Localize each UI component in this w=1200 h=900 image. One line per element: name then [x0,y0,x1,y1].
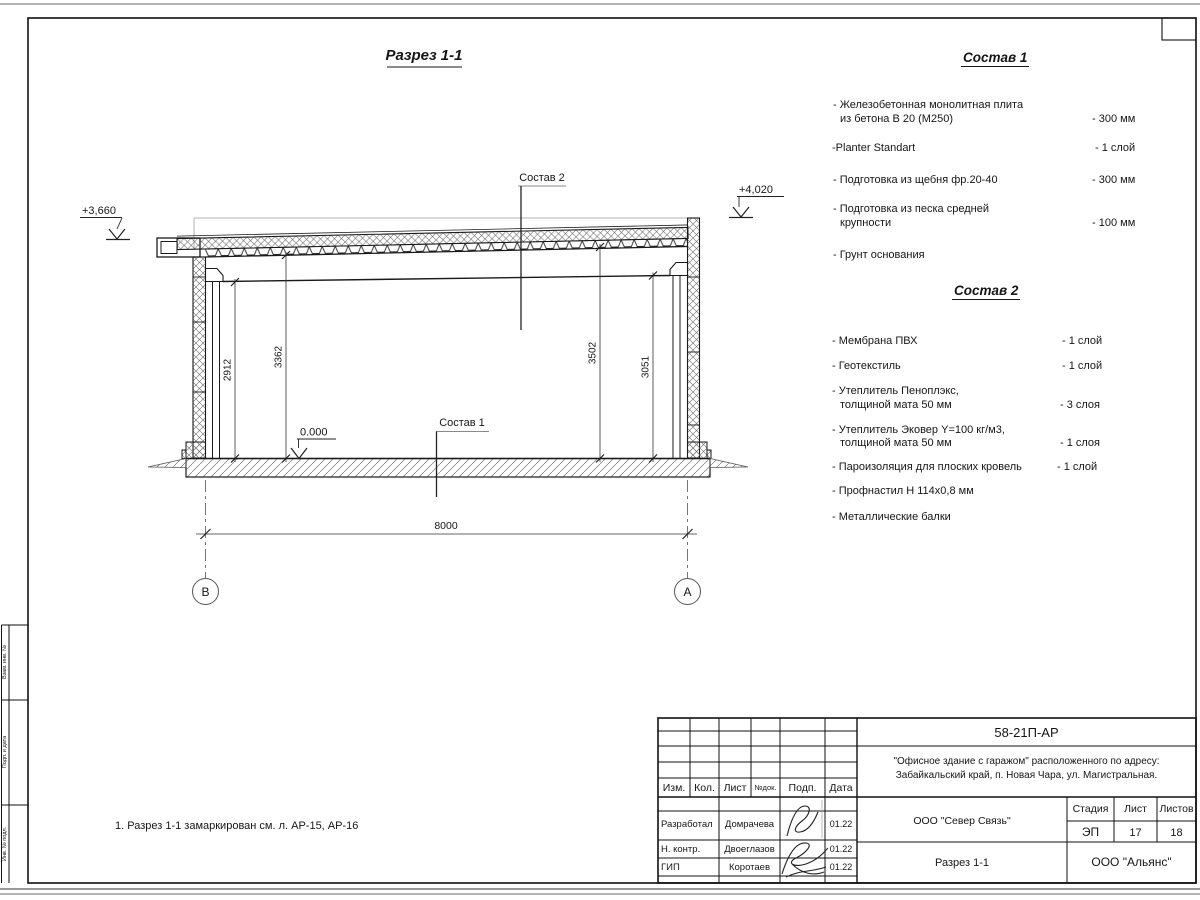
list-item: крупности [840,217,892,229]
row-name: Коротаев [728,862,771,873]
sheets-label: Листов [1159,803,1194,815]
list-item-value: - 1 слой [1095,142,1136,154]
dim-right-outer: 3051 [640,355,652,379]
floor-slab [148,459,748,478]
sheets-value: 18 [1170,827,1183,839]
elevation-symbol [291,448,307,459]
signature-gip [782,843,828,877]
grid-axes [193,480,701,605]
margin-label: Инв. № подл. [2,826,8,862]
sostav1-title: Состав 1 [963,50,1028,65]
margin-labels [2,645,8,861]
left-column-capital [206,269,224,282]
right-column-capital [670,263,688,276]
col-ndok: №док. [754,783,777,792]
org-name: ООО "Север Связь" [913,815,1011,827]
company-name: ООО "Альянс" [1091,855,1172,869]
row-date: 01.22 [829,844,853,854]
left-wall [193,257,206,458]
dim-left-outer: 3362 [273,345,285,369]
elevation-left-label: +3,660 [82,205,116,217]
list-item: толщиной мата 50 мм [840,399,952,411]
list-item: - Пароизоляция для плоских кровель [832,461,1022,473]
elevation-right-label: +4,020 [739,184,773,196]
signatures [782,800,828,877]
row-role: Н. контр. [661,844,701,855]
list-item: - Грунт основания [833,249,925,261]
dim-right-inner: 3502 [587,341,599,365]
list-item-value: - 1 слой [1062,335,1103,347]
callout-roof-label: Состав 2 [519,172,565,184]
callout-floor-label: Состав 1 [439,417,485,429]
col-data: Дата [829,782,853,794]
callout-floor [436,417,489,497]
margin-label: Взам. инв. № [2,644,8,680]
roof-assembly [177,225,688,258]
sostav2-title: Состав 2 [954,283,1019,298]
wall-bases [182,442,711,459]
list-item: - Геотекстиль [832,360,901,372]
span-dimension [196,520,697,539]
stage-value: ЭП [1081,825,1100,839]
list-item-value: - 100 мм [1092,217,1136,229]
section-view [80,47,784,605]
list-item: - Утеплитель Пеноплэкс, [832,385,959,397]
row-role: Разработал [661,819,713,830]
row-name: Домрачева [724,819,775,830]
col-kol: Кол. [694,782,715,794]
project-line2: Забайкальский край, п. Новая Чара, ул. Магистральная. [895,770,1158,781]
list-item-value: - 300 мм [1092,174,1136,186]
list-item: - Железобетонная монолитная плита [833,99,1024,111]
elevation-zero-label: 0.000 [300,426,328,439]
axis-label-right: А [683,585,692,599]
row-date: 01.22 [829,862,853,872]
list-item-value: - 1 слой [1062,360,1103,372]
elevation-left [80,205,130,240]
sheet-note: 1. Разрез 1-1 замаркирован см. л. АР-15, АР-16 [115,820,359,832]
left-column [213,282,220,459]
ground-wedge-right [710,459,748,468]
list-item-value: - 1 слой [1057,461,1098,473]
project-line1: "Офисное здание с гаражом" расположенного по адресу: [893,756,1160,767]
list-item: толщиной мата 50 мм [840,437,952,449]
view-title: Разрез 1-1 [385,47,463,64]
height-dimension-labels [223,341,652,381]
elevation-right [729,184,784,218]
list-item-value: - 3 слоя [1060,399,1101,411]
col-list: Лист [723,782,747,794]
sheet-label: Лист [1124,803,1147,815]
list-item: -Planter Standart [832,142,916,154]
row-date: 01.22 [829,819,853,829]
list-item-value: - 1 слоя [1060,437,1101,449]
list-item: - Подготовка из щебня фр.20-40 [833,174,998,186]
axis-label-left: В [201,585,210,599]
callout-roof [518,172,566,330]
elevation-zero [291,427,336,459]
corner-cell [1162,18,1196,40]
right-wall [688,218,700,458]
dim-left-inner: 2912 [222,358,234,382]
stage-label: Стадия [1072,803,1109,815]
margin-label: Подп. и дата [2,735,8,769]
list-item: - Мембрана ПВХ [832,335,918,347]
ground-wedge-left [148,459,186,468]
elevation-symbol [109,229,125,239]
right-column [673,276,680,459]
beam-bottom-chord [223,276,670,282]
dim-span: 8000 [434,520,458,532]
col-izm: Изм. [662,782,686,794]
list-item: - Профнастил Н 114х0,8 мм [832,485,974,497]
doc-number: 58-21П-АР [994,725,1059,740]
list-item: из бетона В 20 (М250) [840,113,953,125]
sheet-title: Разрез 1-1 [934,857,990,869]
list-item: - Подготовка из песка средней [833,203,989,215]
list-item: - Металлические балки [832,511,951,523]
col-podp: Подп. [788,782,817,794]
sheet-value: 17 [1129,827,1142,839]
row-name: Двоеглазов [724,844,775,855]
elevation-symbol [733,207,749,217]
list-item: - Утеплитель Эковер Y=100 кг/м3, [832,424,1005,436]
list-item-value: - 300 мм [1092,113,1136,125]
row-role: ГИП [661,862,680,873]
